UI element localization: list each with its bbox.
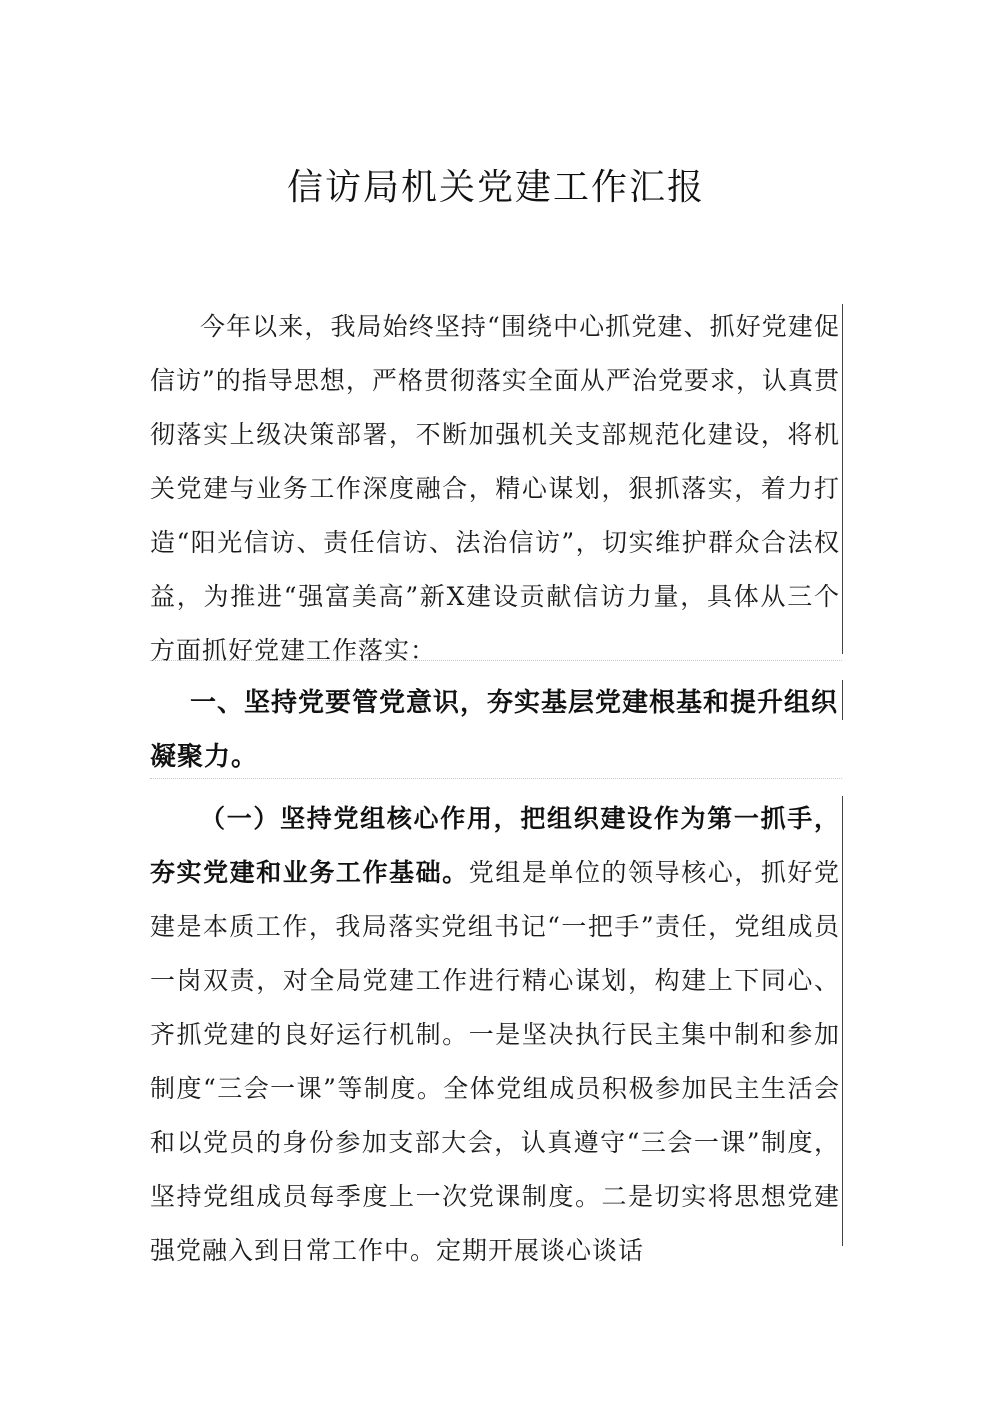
margin-rule xyxy=(842,304,843,654)
subsection-body: 党组是单位的领导核心，抓好党建是本质工作，我局落实党组书记“一把手”责任，党组成员一岗双责，对全局党建工作进行精心谋划，构建上下同心、齐抓党建的良好运行机制。一是坚决执行民主集中制和参加制度“三会一课”等制度。全体党组成员积极参加民主生活会和以党员的身份参加支部大会，认真遵守“三会一课”制度，坚持党组成员每季度上一次党课制度。二是切实将思想党建强党融入到日常工作中。定期开展谈心谈话 xyxy=(150,858,840,1265)
section-heading-1: 一、坚持党要管党意识，夯实基层党建根基和提升组织凝聚力。 xyxy=(150,688,839,772)
intro-paragraph: 今年以来，我局始终坚持“围绕中心抓党建、抓好党建促信访”的指导思想，严格贯彻落实全面从严治党要求，认真贯彻落实上级决策部署，不断加强机关支部规范化建设，将机关党建与业务工作深度融合，精心谋划，狠抓落实，着力打造“阳光信访、责任信访、法治信访”，切实维护群众合法权益，为推进“强富美高”新X建设贡献信访力量，具体从三个方面抓好党建工作落实： xyxy=(150,312,840,665)
document-title: 信访局机关党建工作汇报 xyxy=(286,167,705,208)
subsection-heading-1: （一）坚持党组核心作用，把组织建设作为第一抓手，夯实党建和业务工作基础。 xyxy=(150,804,840,887)
dotted-divider xyxy=(150,660,842,661)
subsection-paragraph xyxy=(150,792,840,1278)
dotted-divider xyxy=(150,778,842,779)
margin-rule xyxy=(842,680,843,720)
margin-rule xyxy=(842,796,843,1246)
